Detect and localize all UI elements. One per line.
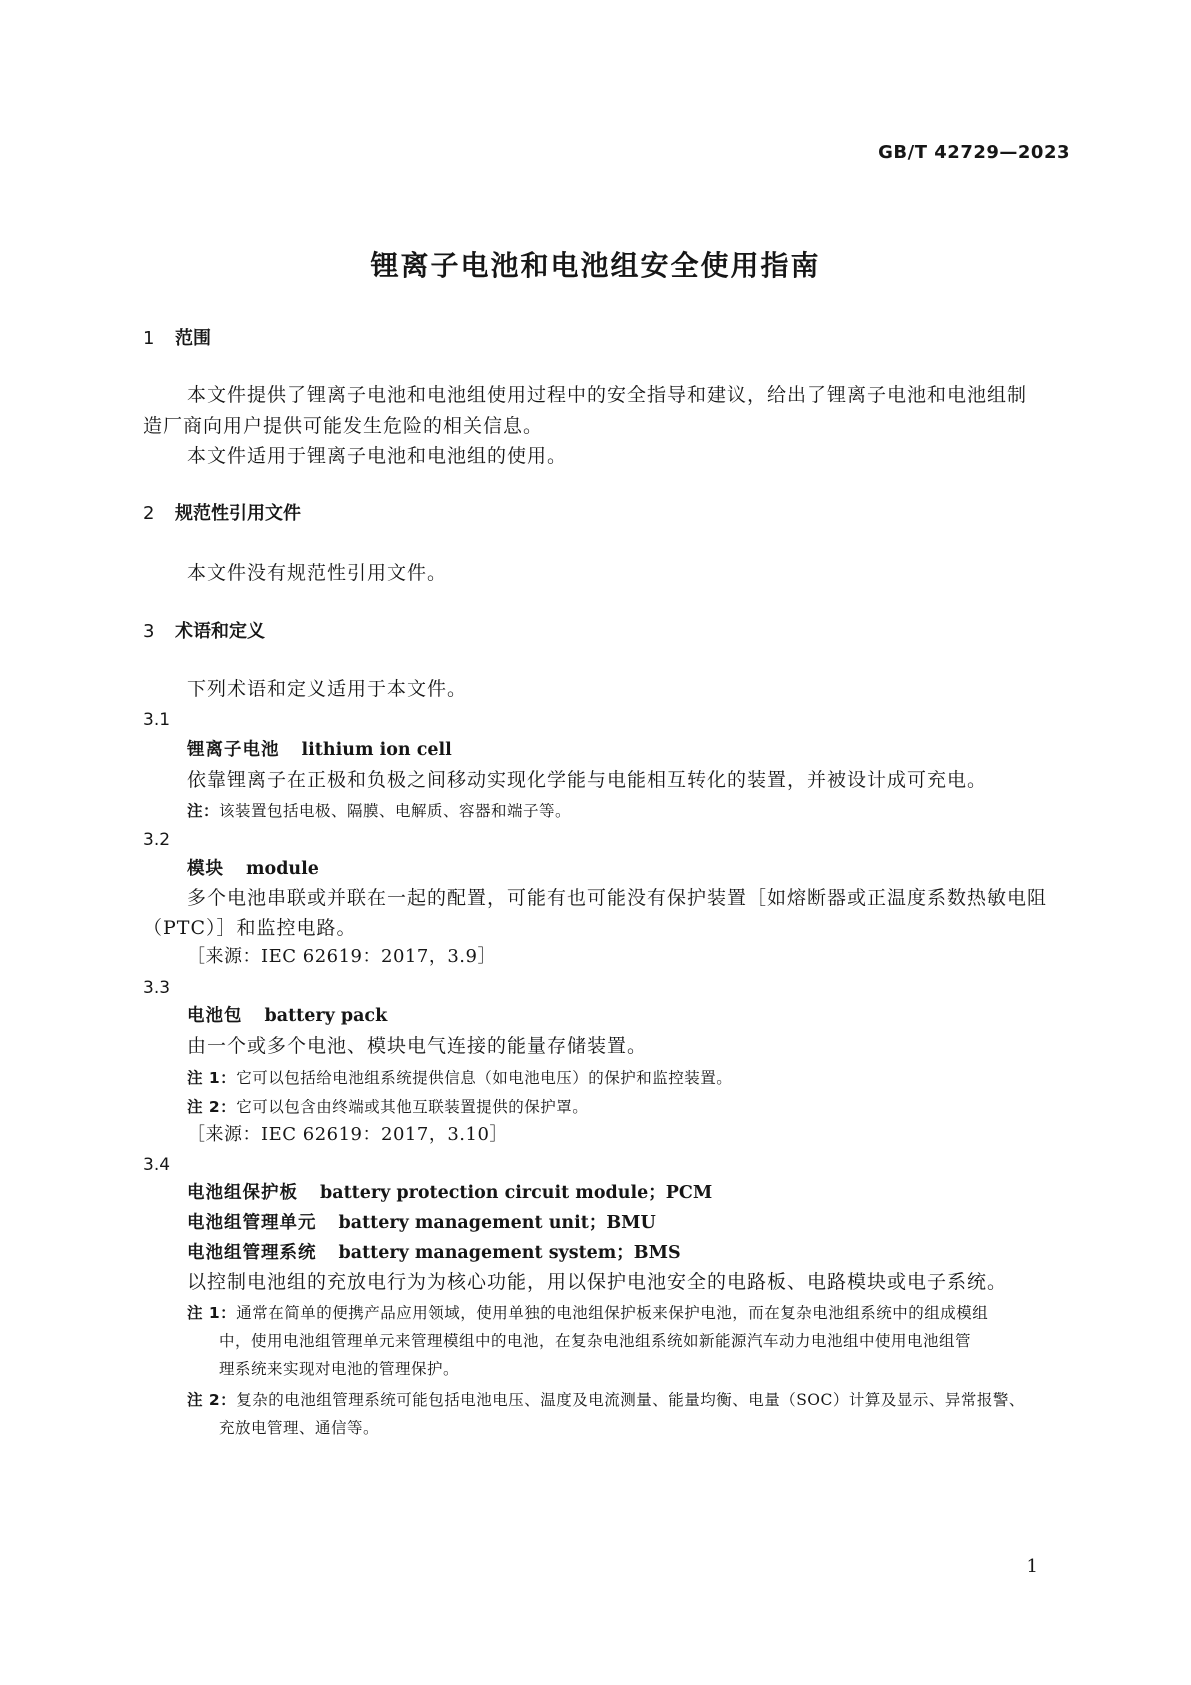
page-number: 1 (1026, 1556, 1038, 1577)
document-title: 锂离子电池和电池组安全使用指南 (370, 249, 821, 282)
clause-number: 3.1 (143, 710, 171, 730)
note-text: 复杂的电池组管理系统可能包括电池电压、温度及电流测量、能量均衡、电量（SOC）计算及显示、异常报警、 (236, 1391, 1025, 1409)
term-zh: 模块 (187, 859, 224, 879)
section-1-heading (143, 327, 211, 351)
definition: 由一个或多个电池、模块电气连接的能量存储装置。 (187, 1035, 648, 1057)
term-entry (187, 738, 452, 762)
note (187, 1066, 732, 1090)
term-en: battery protection circuit module；PCM (320, 1183, 713, 1203)
section-number: 2 (143, 503, 155, 524)
note (187, 1301, 988, 1325)
clause-number: 3.3 (143, 978, 171, 998)
section-title: 术语和定义 (175, 621, 265, 642)
section-title: 范围 (175, 328, 211, 349)
definition: 以控制电池组的充放电行为为核心功能，用以保护电池安全的电路板、电路模块或电子系统。 (187, 1271, 1008, 1293)
paragraph: 本文件适用于锂离子电池和电池组的使用。 (187, 445, 568, 467)
source-reference: ［来源：IEC 62619：2017，3.9］ (187, 946, 496, 967)
term-en: module (246, 859, 319, 879)
term-en: battery management system；BMS (338, 1243, 681, 1263)
term-entry (187, 857, 319, 881)
clause-number: 3.4 (143, 1155, 171, 1175)
note-label: 注 2： (187, 1391, 237, 1409)
section-number: 1 (143, 328, 155, 349)
term-entry (187, 1004, 387, 1028)
term-en: battery pack (264, 1006, 388, 1026)
note-label: 注： (187, 802, 220, 820)
paragraph: 本文件提供了锂离子电池和电池组使用过程中的安全指导和建议，给出了锂离子电池和电池组制 (187, 384, 1028, 406)
definition: 依靠锂离子在正极和负极之间移动实现化学能与电能相互转化的装置，并被设计成可充电。 (187, 769, 988, 791)
section-number: 3 (143, 621, 155, 642)
section-2-heading (143, 502, 301, 526)
note-continuation: 理系统来实现对电池的管理保护。 (219, 1360, 460, 1378)
definition-continuation: （PTC）］和监控电路。 (143, 917, 357, 939)
note-text: 通常在简单的便携产品应用领域，使用单独的电池组保护板来保护电池，而在复杂电池组系统中的组成模组 (236, 1304, 989, 1322)
section-3-heading (143, 620, 265, 644)
definition: 多个电池串联或并联在一起的配置，可能有也可能没有保护装置［如熔断器或正温度系数热敏电阻 (187, 887, 1048, 909)
source-reference: ［来源：IEC 62619：2017，3.10］ (187, 1124, 508, 1145)
term-entry (187, 1181, 712, 1205)
term-zh: 电池组管理系统 (187, 1243, 317, 1263)
term-entry (187, 1241, 681, 1265)
note-label: 注 1： (187, 1304, 237, 1322)
term-zh: 电池包 (187, 1006, 243, 1026)
clause-number: 3.2 (143, 830, 171, 850)
note-label: 注 2： (187, 1098, 237, 1116)
term-zh: 电池组管理单元 (187, 1213, 317, 1233)
note-label: 注 1： (187, 1069, 237, 1087)
standard-code: GB/T 42729—2023 (878, 142, 1070, 163)
term-en: battery management unit；BMU (338, 1213, 656, 1233)
note (187, 1388, 1025, 1412)
term-entry (187, 1211, 656, 1235)
section-title: 规范性引用文件 (175, 503, 301, 524)
note-text: 它可以包括给电池组系统提供信息（如电池电压）的保护和监控装置。 (236, 1069, 733, 1087)
note (187, 1095, 588, 1119)
paragraph: 下列术语和定义适用于本文件。 (187, 678, 468, 700)
note-continuation: 中，使用电池组管理单元来管理模组中的电池，在复杂电池组系统如新能源汽车动力电池组中使用电池组管 (219, 1332, 972, 1350)
term-en: lithium ion cell (301, 740, 452, 760)
paragraph: 本文件没有规范性引用文件。 (187, 562, 448, 584)
note (187, 799, 571, 823)
term-zh: 锂离子电池 (187, 740, 280, 760)
note-continuation: 充放电管理、通信等。 (219, 1419, 380, 1437)
note-text: 该装置包括电极、隔膜、电解质、容器和端子等。 (219, 802, 572, 820)
paragraph-continuation: 造厂商向用户提供可能发生危险的相关信息。 (143, 415, 544, 437)
term-zh: 电池组保护板 (187, 1183, 298, 1203)
note-text: 它可以包含由终端或其他互联装置提供的保护罩。 (236, 1098, 589, 1116)
